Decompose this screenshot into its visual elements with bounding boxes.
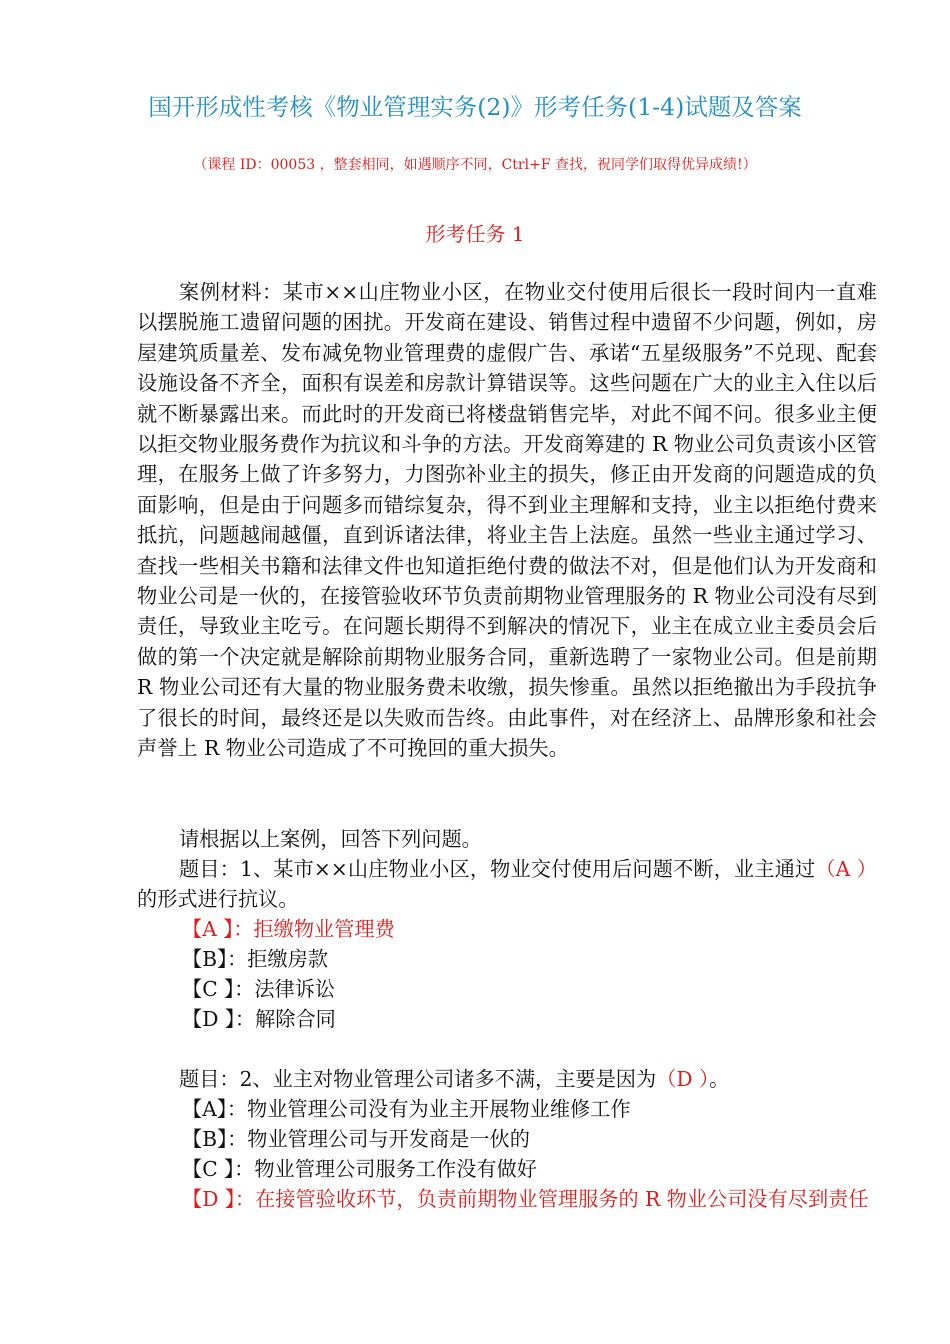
question-stem-text: 的形式进行抗议。: [137, 887, 299, 912]
question-stem-text: 题目：1、某市××山庄物业小区，物业交付使用后问题不断，业主通过: [179, 857, 816, 881]
question-stem-text: 题目：2、业主对物业管理公司诸多不满，主要是因为: [179, 1067, 657, 1091]
case-prompt: 请根据以上案例，回答下列问题。: [179, 827, 482, 851]
course-note: （课程 ID：00053 ，整套相同，如遇顺序不同，Ctrl+F 查找，祝同学们取得优异成绩!）: [193, 157, 757, 173]
question-1-option-b: 【B】：拒缴房款: [182, 947, 329, 971]
document-title: 国开形成性考核《物业管理实务(2)》形考任务(1-4)试题及答案: [148, 93, 802, 121]
question-2-option-c: 【C 】：物业管理公司服务工作没有做好: [182, 1157, 537, 1181]
answer-marker: （D ）: [656, 1067, 710, 1091]
question-1-option-d: 【D 】：解除合同: [182, 1007, 336, 1031]
question-1-option-a: 【A 】：拒缴物业管理费: [182, 917, 395, 941]
case-material: 案例材料：某市××山庄物业小区，在物业交付使用后很长一段时间内一直难以摆脱施工遗留问题的困扰。开发商在建设、销售过程中遗留不少问题，例如，房屋建筑质量差、发布减免物业管理费的虚假广告、承诺“五星级服务”不兑现、配套设施设备不齐全，面积有误差和房款计算错误等。这些问题在广大的业主入住以后就不断暴露出来。而此时的开发商已将楼盘销售完毕，对此不闻不问。很多业主便以拒交物业服务费作为抗议和斗争的方法。开发商筹建的 R 物业公司负责该小区管理，在服务上做了许多努力，力图弥补业主的损失，修正由开发商的问题造成的负面影响，但是由于问题多而错综复杂，得不到业主理解和支持，业主以拒绝付费来抵抗，问题越闹越僵，直到诉诸法律，将业主告上法庭。虽然一些业主通过学习、查找一些相关书籍和法律文件也知道拒绝付费的做法不对，但是他们认为开发商和物业公司是一伙的，在接管验收环节负责前期物业管理服务的 R 物业公司没有尽到责任，导致业主吃亏。在问题长期得不到解决的情况下，业主在成立业主委员会后做的第一个决定就是解除前期物业服务合同，重新选聘了一家物业公司。但是前期 R 物业公司还有大量的物业服务费未收缴，损失惨重。虽然以拒绝撤出为手段抗争了很长的时间，最终还是以失败而告终。由此事件，对在经济上、品牌形象和社会声誉上 R 物业公司造成了不可挽回的重大损失。: [137, 280, 877, 761]
question-2-option-d: 【D 】：在接管验收环节，负责前期物业管理服务的 R 物业公司没有尽到责任: [182, 1187, 869, 1211]
question-2-option-a: 【A】：物业管理公司没有为业主开展物业维修工作: [182, 1097, 631, 1121]
question-1-stem: [137, 854, 877, 915]
question-1-option-c: 【C 】：法律诉讼: [182, 977, 336, 1001]
section-heading: 形考任务 1: [425, 222, 525, 246]
answer-marker: （A ）: [815, 857, 877, 881]
question-2-stem: [137, 1064, 877, 1094]
question-stem-text: 。: [709, 1067, 730, 1091]
question-2-option-b: 【B】：物业管理公司与开发商是一伙的: [182, 1127, 530, 1151]
